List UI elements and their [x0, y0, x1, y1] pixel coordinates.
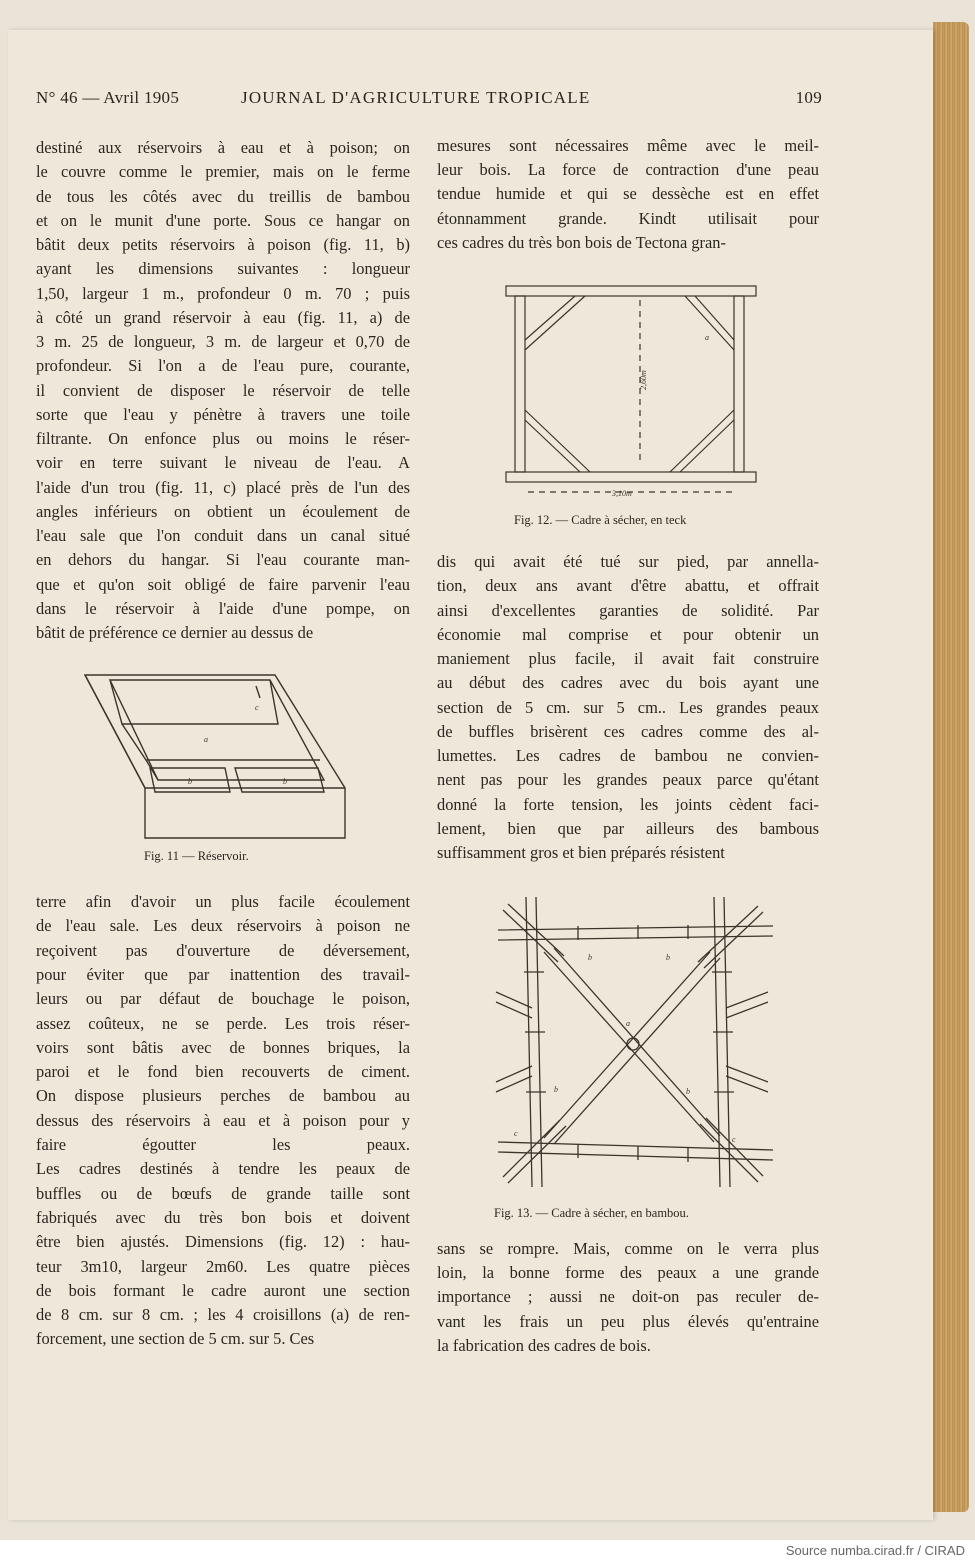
text-line: fabriqués avec du très bon bois et doivent [36, 1207, 410, 1227]
text-line: sorte que l'eau y pénètre à travers une toile [36, 404, 410, 424]
text-line: à côté un grand réservoir à eau (fig. 11, a) de [36, 307, 410, 327]
text-line: destiné aux réservoirs à eau et à poison; on [36, 138, 410, 157]
text-line: vant les frais un peu plus élevés qu'entraine [437, 1311, 819, 1331]
text-line: voir en terre suivant le niveau de l'eau. A [36, 453, 410, 473]
text-line: mesures sont nécessaires même avec le meil- [437, 136, 819, 155]
fig13-label-b2: b [666, 953, 670, 962]
fig11-label-b1: b [188, 777, 192, 786]
text-line: lumettes. Les cadres de bambou ne convien- [437, 746, 819, 765]
fig11-label-c: c [255, 703, 259, 712]
text-line: teur 3m10, largeur 2m60. Les quatre pièces [36, 1256, 410, 1276]
text-line: bâtit de préférence ce dernier au dessus de [36, 623, 314, 642]
text-line: section de 5 cm. sur 5 cm.. Les grandes peaux [437, 697, 819, 717]
text-line: tion, deux ans avant d'être abattu, et offrait [437, 576, 819, 596]
text-line: au début des cadres avec du bois ayant une [437, 673, 819, 693]
text-line: dis qui avait été tué sur pied, par annella- [437, 552, 819, 571]
text-line: leur bois. La force de contraction d'une peau [437, 160, 819, 180]
fig12-width-label: 3,10m [612, 489, 632, 498]
text-line: la fabrication des cadres de bois. [437, 1335, 651, 1355]
text-line: de bois formant le cadre auront une section [36, 1280, 410, 1300]
text-line: reçoivent pas d'ouverture de déversement, [36, 940, 410, 960]
fig12-height-label: 2,60m [639, 370, 648, 390]
text-line: leurs ou par défaut de bouchage le poison, [36, 989, 410, 1009]
issue-date: N° 46 — Avril 1905 [36, 88, 180, 107]
text-line: maniement plus facile, il avait fait construire [437, 649, 819, 668]
text-line: et on le munit d'une porte. Sous ce hangar on [36, 210, 410, 230]
text-line: de tous les côtés avec du treillis de bambou [36, 186, 410, 206]
running-head [36, 88, 826, 114]
text-line: nent pas pour les grandes peaux parce qu'étant [437, 770, 819, 790]
text-line: paroi et le fond bien recouverts de ciment. [36, 1062, 410, 1082]
text-line: économie mal comprise et pour obtenir un [437, 624, 819, 644]
source-footer: Source numba.cirad.fr / CIRAD [785, 1543, 965, 1558]
text-line: 1,50, largeur 1 m., profondeur 0 m. 70 ; puis [36, 283, 410, 303]
figure-12-caption: Fig. 12. — Cadre à sécher, en teck [514, 513, 687, 527]
text-line: lement, bien que par ailleurs des bambous [437, 818, 819, 838]
figure-13-caption: Fig. 13. — Cadre à sécher, en bambou. [494, 1206, 689, 1220]
figure-12-teak-frame [500, 280, 762, 502]
text-line: pour éviter que par inattention des travail- [36, 964, 410, 984]
text-line: étonnamment grande. Kindt utilisait pour [437, 208, 819, 228]
text-line: de buffles brisèrent ces cadres comme des al- [437, 721, 819, 741]
text-line: terre afin d'avoir un plus facile écoulement [36, 892, 410, 911]
fig13-label-c1: c [514, 1129, 518, 1138]
page-edge-stack [933, 22, 969, 1512]
text-line: angles inférieurs on obtient un écoulement de [36, 501, 410, 521]
text-line: forcement, une section de 5 cm. sur 5. Ces [36, 1329, 315, 1349]
fig13-label-a: a [626, 1019, 630, 1028]
fig12-label-a: a [705, 333, 709, 342]
text-line: l'aide d'un trou (fig. 11, c) placé près de l'un des [36, 477, 410, 497]
text-line: de 8 cm. sur 8 cm. ; les 4 croisillons (a) de ren- [36, 1305, 410, 1325]
figure-13-bamboo-frame [488, 892, 778, 1194]
text-line: l'eau sale que l'on conduit dans un canal situé [36, 526, 410, 545]
text-line: voirs sont bâtis avec de bonnes briques, la [36, 1037, 410, 1057]
text-line: dans le réservoir à l'aide d'une pompe, on [36, 598, 410, 618]
page-number: 109 [795, 88, 822, 107]
fig13-label-b3: b [554, 1085, 558, 1094]
figure-11-reservoir [80, 668, 360, 844]
fig11-label-a: a [204, 735, 208, 744]
text-line: Les cadres destinés à tendre les peaux de [36, 1159, 410, 1179]
text-line: donné la forte tension, les joints cèdent faci- [437, 794, 819, 814]
fig13-label-b4: b [686, 1087, 690, 1096]
text-line: ayant les dimensions suivantes : longueur [36, 259, 410, 279]
text-line: importance ; aussi ne doit-on pas reculer de- [437, 1287, 819, 1307]
text-line: tendue humide et qui se dessèche est en effet [437, 184, 819, 204]
text-line: dessus des réservoirs à eau et à poison pour y [36, 1110, 410, 1130]
figure-11-caption: Fig. 11 — Réservoir. [144, 849, 249, 863]
text-line: sans se rompre. Mais, comme on le verra plus [437, 1239, 819, 1258]
text-line: le couvre comme le premier, mais on le ferme [36, 162, 410, 182]
text-line: ces cadres du très bon bois de Tectona gran- [437, 232, 726, 252]
text-line: profondeur. Si l'on a de l'eau pure, courante, [36, 356, 410, 376]
fig11-label-b2: b [283, 777, 287, 786]
text-line: que et qu'on soit obligé de faire parvenir l'eau [36, 574, 410, 594]
text-line: loin, la bonne forme des peaux a une grande [437, 1263, 819, 1283]
text-line: 3 m. 25 de longueur, 3 m. de largeur et 0,70 de [36, 332, 410, 351]
text-line: suffisamment gros et bien préparés résistent [437, 843, 725, 862]
text-line: faire égoutter les peaux. [36, 1135, 410, 1154]
text-line: filtrante. On enfonce plus ou moins le réser- [36, 429, 410, 448]
text-line: il convient de disposer le réservoir de telle [36, 380, 410, 400]
text-line: être bien ajustés. Dimensions (fig. 12) : hau- [36, 1232, 410, 1252]
text-line: de l'eau sale. Les deux réservoirs à poison ne [36, 916, 410, 936]
text-line: ainsi d'excellentes garanties de solidité. Par [437, 600, 819, 620]
journal-title: JOURNAL D'AGRICULTURE TROPICALE [241, 88, 591, 107]
text-line: On dispose plusieurs perches de bambou au [36, 1086, 410, 1106]
fig13-label-b1: b [588, 953, 592, 962]
text-line: assez coûteux, ne se perde. Les trois réser- [36, 1013, 410, 1033]
text-line: bâtit deux petits réservoirs à poison (fig. 11, b) [36, 235, 410, 254]
text-line: en dehors du hangar. Si l'eau courante man- [36, 550, 410, 570]
text-line: buffles ou de bœufs de grande taille sont [36, 1183, 410, 1203]
fig13-label-c2: c [732, 1135, 736, 1144]
